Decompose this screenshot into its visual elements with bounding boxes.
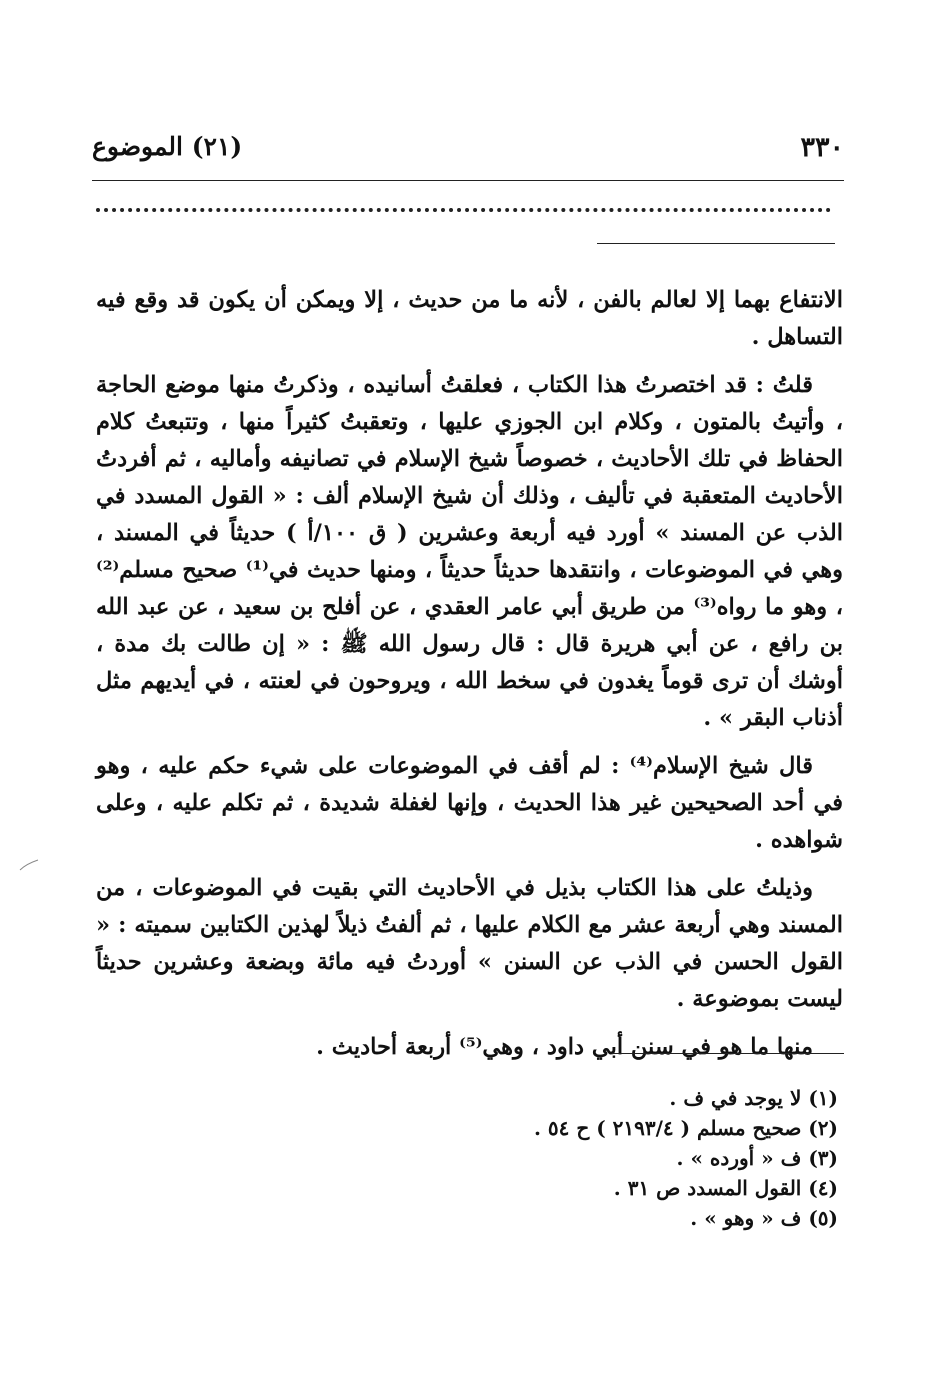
paragraph-5: منها ما هو في سنن أبي داود ، وهي⁽⁵⁾ أربعة أحاديث . — [316, 1034, 813, 1060]
footnote-2: (٢) صحيح مسلم ( ٢١٩٣/٤ ) ح ٥٤ . — [533, 1116, 838, 1140]
section-rule — [597, 243, 835, 244]
margin-pencil-mark — [18, 858, 40, 872]
page-header — [92, 132, 844, 176]
footnote-1: (١) لا يوجد في ف . — [669, 1086, 838, 1110]
paragraph-4: وذيلتُ على هذا الكتاب بذيل في الأحاديث التي بقيت في الموضوعات ، من المسند وهي أربعة عشر مع الكلام عليها ، ثم ألفتُ ذيلاً لهذين الكتابين سميته : « القول الحسن في الذب عن السنن » أوردتُ فيه مائة وبضعة وعشرين حديثاً ليست بموضوعة . — [96, 875, 843, 1012]
footnote-5: (٥) ف « وهو » . — [690, 1206, 838, 1230]
footnote-4: (٤) القول المسدد ص ٣١ . — [613, 1176, 838, 1200]
main-text — [96, 282, 843, 1077]
dotted-separator — [96, 208, 831, 212]
paragraph-1: الانتفاع بهما إلا لعالم بالفن ، لأنه ما من حديث ، إلا ويمكن أن يكون قد وقع فيه التساهل . — [96, 287, 843, 350]
footnote-rule — [612, 1053, 844, 1054]
page-number: ٣٣٠ — [800, 132, 844, 163]
header-rule — [92, 180, 844, 181]
footnotes — [378, 1083, 838, 1233]
paragraph-3: قال شيخ الإسلام⁽⁴⁾ : لم أقف في الموضوعات على شيء حكم عليه ، وهو في أحد الصحيحين غير هذا الحديث ، وإنها لغفلة شديدة ، ثم تكلم عليه ، وعلى شواهده . — [96, 753, 843, 853]
footnote-3: (٣) ف « أورده » . — [676, 1146, 838, 1170]
running-title: (٢١) الموضوع — [92, 132, 243, 161]
paragraph-2: قلتُ : قد اختصرتُ هذا الكتاب ، فعلقتُ أسانيده ، وذكرتُ منها موضع الحاجة ، وأتيتُ بالمتون ، وكلام ابن الجوزي عليها ، وتعقبتُ كثيراً منها ، وتتبعتُ كلام الحفاظ في تلك الأحاديث ، خصوصاً شيخ الإسلام في تصانيفه وأماليه ، ثم أفردتُ الأحاديث المتعقبة في تأليف ، وذلك أن شيخ الإسلام ألف : « القول المسدد في الذب عن المسند » أورد فيه أربعة وعشرين ( ق ١٠٠/أ ) حديثاً في المسند ، وهي في الموضوعات ، وانتقدها حديثاً حديثاً ، ومنها حديث في⁽¹⁾ صحيح مسلم⁽²⁾ ، وهو ما رواه⁽³⁾ من طريق أبي عامر العقدي ، عن أفلح بن سعيد ، عن عبد الله بن رافع ، عن أبي هريرة قال : قال رسول الله ﷺ : « إن طالت بك مدة ، أوشك أن ترى قوماً يغدون في سخط الله ، ويروحون في لعنته ، في أيديهم مثل أذناب البقر » . — [96, 372, 844, 731]
